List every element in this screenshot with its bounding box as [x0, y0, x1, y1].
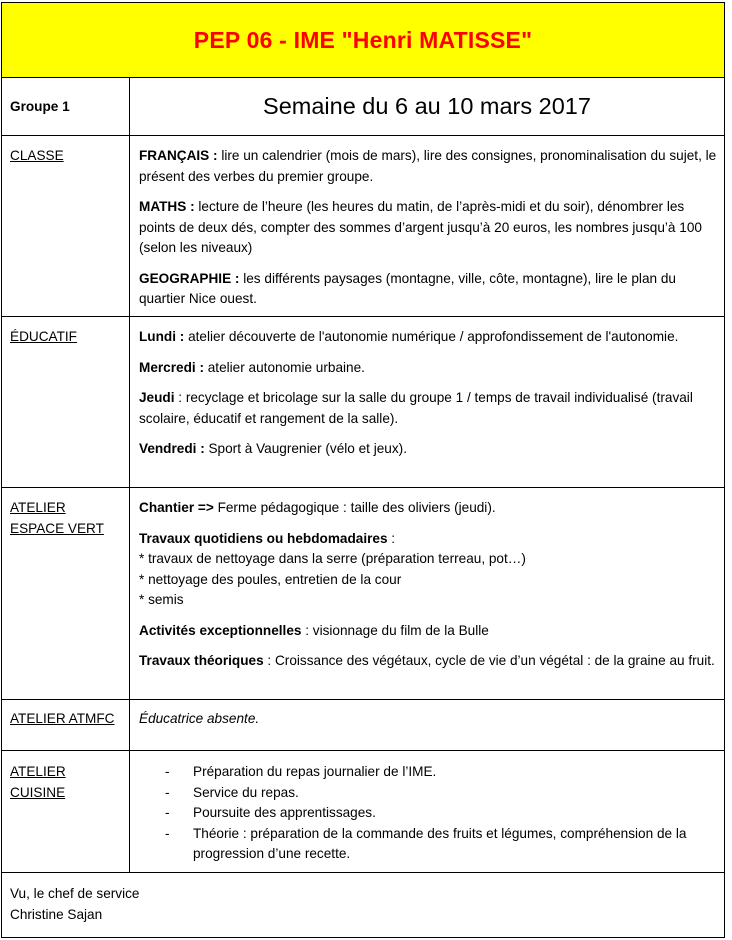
- classe-francais: [139, 146, 718, 187]
- row-divider: [2, 487, 724, 488]
- day-label: Vendredi :: [139, 441, 205, 456]
- section-label-cuisine: [10, 762, 125, 803]
- theoriques-line: [139, 651, 718, 672]
- subject-label: FRANÇAIS :: [139, 148, 218, 163]
- subject-text: les différents paysages (montagne, ville, côte, montagne), lire le plan du quartier Nice ouest.: [139, 270, 676, 306]
- day-label: Jeudi: [139, 390, 175, 405]
- list-item: [139, 803, 718, 824]
- educatif-lundi: [139, 327, 718, 348]
- signature-name: Christine Sajan: [10, 906, 103, 922]
- section-label-educatif: ÉDUCATIF: [10, 329, 77, 344]
- travaux-item: * nettoyage des poules, entretien de la cour: [139, 571, 402, 587]
- page-title: PEP 06 - IME "Henri MATISSE": [193, 26, 533, 53]
- list-item: [139, 762, 718, 783]
- travaux-colon: :: [387, 530, 396, 546]
- list-item-text: Poursuite des apprentissages.: [193, 805, 376, 820]
- travaux-block: [139, 529, 718, 611]
- travaux-heading: [139, 529, 718, 550]
- list-item-text: Théorie : préparation de la commande des fruits et légumes, compréhension de la progression d’une recette.: [193, 825, 687, 861]
- educatif-mercredi: [139, 358, 718, 379]
- chantier-label: Chantier =>: [139, 500, 214, 515]
- section-content-classe: [139, 146, 718, 320]
- label-line: CUISINE: [10, 784, 66, 800]
- day-text: atelier découverte de l'autonomie numérique / approfondissement de l'autonomie.: [184, 329, 679, 344]
- day-label: Mercredi :: [139, 359, 204, 375]
- label-line: ATELIER: [10, 500, 66, 515]
- signature-block: [10, 884, 139, 925]
- list-item-text: Préparation du repas journalier de l’IME.: [193, 764, 437, 779]
- row-divider: [2, 750, 724, 751]
- activites-line: [139, 621, 718, 642]
- educatif-jeudi: [139, 388, 718, 429]
- section-content-atmfc: Éducatrice absente.: [139, 711, 260, 726]
- travaux-item: * semis: [139, 592, 184, 607]
- theoriques-label: Travaux théoriques: [139, 653, 264, 668]
- section-content-educatif: [139, 327, 718, 470]
- title-band: [2, 3, 724, 78]
- day-label: Lundi :: [139, 329, 185, 344]
- label-line: ESPACE VERT: [10, 520, 104, 536]
- cuisine-list: [139, 762, 718, 865]
- list-item: [139, 783, 718, 804]
- section-label-espace-vert: [10, 498, 125, 539]
- label-line: ATELIER: [10, 764, 66, 779]
- subject-label: GEOGRAPHIE :: [139, 270, 240, 286]
- travaux-label: Travaux quotidiens ou hebdomadaires: [139, 530, 388, 546]
- subject-label: MATHS :: [139, 199, 195, 214]
- day-text: Sport à Vaugrenier (vélo et jeux).: [204, 441, 407, 456]
- dash-bullet: -: [165, 825, 170, 841]
- section-label-atmfc: ATELIER ATMFC: [10, 711, 115, 726]
- educatif-vendredi: [139, 439, 718, 460]
- day-text: atelier autonomie urbaine.: [203, 359, 365, 375]
- row-divider: [2, 699, 724, 700]
- dash-bullet: -: [165, 764, 170, 779]
- dash-bullet: -: [165, 805, 170, 820]
- theoriques-text: : Croissance des végétaux, cycle de vie d’un végétal : de la graine au fruit.: [263, 653, 715, 668]
- chantier-line: [139, 498, 718, 519]
- classe-maths: [139, 197, 718, 259]
- row-divider: [2, 872, 724, 873]
- activites-text: : visionnage du film de la Bulle: [301, 622, 489, 638]
- week-heading: Semaine du 6 au 10 mars 2017: [263, 93, 591, 119]
- section-content-espace-vert: [139, 498, 718, 682]
- chantier-text: Ferme pédagogique : taille des oliviers (jeudi).: [213, 500, 496, 515]
- section-label-classe: CLASSE: [10, 148, 64, 163]
- group-label: Groupe 1: [10, 99, 70, 114]
- row-divider: [2, 135, 724, 136]
- list-item-text: Service du repas.: [193, 784, 299, 800]
- subject-text: lire un calendrier (mois de mars), lire des consignes, pronominalisation du sujet, le présent des verbes du premier groupe.: [139, 148, 717, 184]
- subject-text: lecture de l’heure (les heures du matin, de l’après-midi et du soir), dénombrer les points de deux dés, compter des sommes d’argent jusqu’à 20 euros, les nombres jusqu’à 100 (selon les niveaux): [139, 199, 702, 255]
- day-text: : recyclage et bricolage sur la salle du groupe 1 / temps de travail individualisé (travail scolaire, éducatif et rangement de la salle).: [139, 390, 693, 426]
- signature-line: Vu, le chef de service: [10, 886, 140, 901]
- dash-bullet: -: [165, 784, 170, 800]
- travaux-item: * travaux de nettoyage dans la serre (préparation terreau, pot…): [139, 551, 526, 566]
- classe-geographie: [139, 269, 718, 310]
- list-item: [139, 824, 718, 865]
- section-content-cuisine: [139, 762, 718, 865]
- column-divider: [129, 78, 130, 872]
- activites-label: Activités exceptionnelles: [139, 622, 302, 638]
